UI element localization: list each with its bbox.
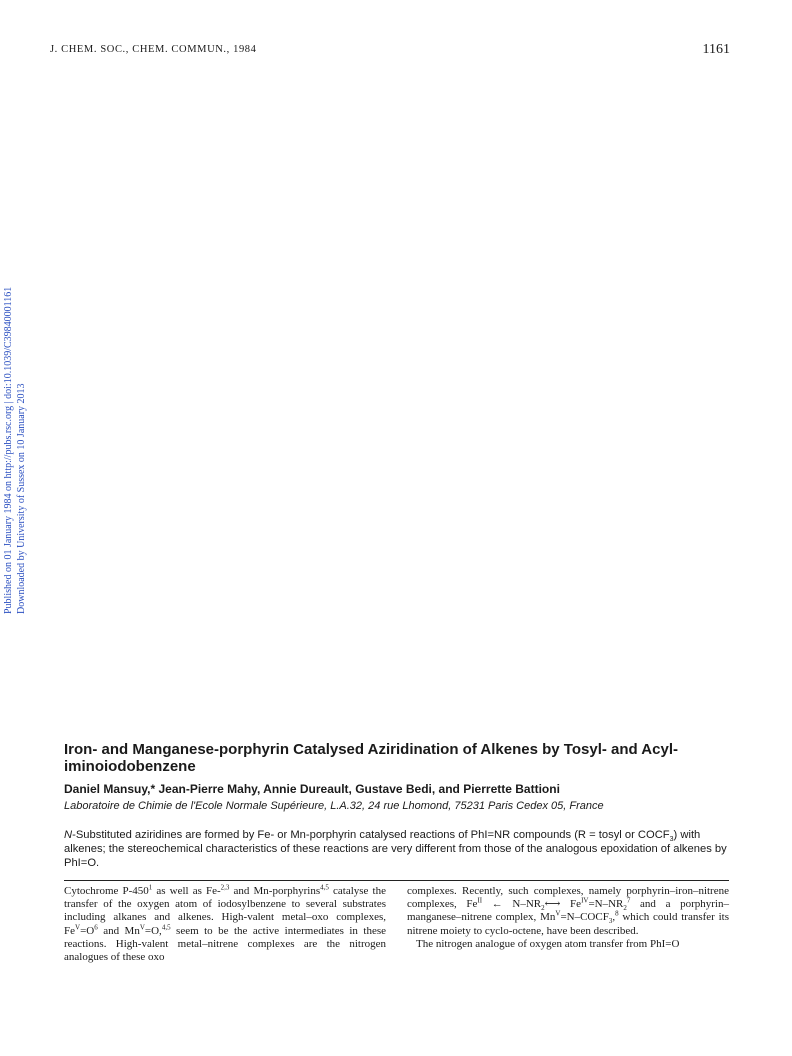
download-stamp [2,264,32,614]
abstract-sub: 3 [669,836,674,844]
paragraph: The nitrogen analogue of oxygen atom transfer from PhI=O [416,937,680,950]
article-title: Iron- and Manganese-porphyrin Catalysed Aziridination of Alkenes by Tosyl- and Acyl-iminoiodobenzene [64,741,678,775]
paragraph: Cytochrome $P-450^1$ as well as Fe-$^{2,3}$ and Mn-porphyrins$^{4,5}$ catalyse the transfer of the oxygen atom of iodosylbenzene to several substrates including alkanes and alkenes. High-valent metal–oxo complexes, $Fe^V=O^6$ and $Mn^V=O,^{4,5}$ seem to be the active intermediates in these reactions. High-valent metal–nitrene complexes are the nitrogen analogues of these oxo [64,883,386,964]
author-list: Daniel Mansuy,* Jean-Pierre Mahy, Annie Dureault, Gustave Bedi, and Pierrette Battioni [64,782,560,796]
running-header-journal: J. CHEM. SOC., CHEM. COMMUN., 1984 [50,44,257,55]
download-stamp-line2[interactable]: Downloaded by University of Sussex on 10 January 2013 [16,383,27,614]
abstract [64,828,729,870]
affiliation: Laboratoire de Chimie de l'Ecole Normale Supérieure, L.A.32, 24 rue Lhomond, 75231 Paris Cedex 05, France [64,800,604,812]
body-column-left [64,885,386,964]
abstract-n-prefix: N [64,829,73,841]
section-divider [64,880,729,881]
body-column-right [407,885,729,951]
paragraph: complexes. Recently, such complexes, namely porphyrin–iron–nitrene complexes, $Fe^{II}$ ← $N-NR_2⟷$ $Fe^{IV}=N-NR_2^7$ and a porphyrin–manganese–nitrene complex, $Mn^V=N-COCF_3,^8$ which could transfer its nitrene moiety to cyclo-octene, have been described. [407,885,729,937]
page-number: 1161 [702,42,730,57]
abstract-text-1: -Substituted aziridines are formed by Fe- or Mn-porphyrin catalysed reactions of PhI=NR compounds (R = tosyl or COCF [72,829,670,841]
abstract-text-2: ) with alkenes; the stereochemical characteristics of these reactions are very different from those of the analogous epoxidation of alkenes by PhI=O. [64,829,727,869]
download-stamp-line1[interactable]: Published on 01 January 1984 on http://pubs.rsc.org | doi:10.1039/C39840001161 [3,286,14,614]
